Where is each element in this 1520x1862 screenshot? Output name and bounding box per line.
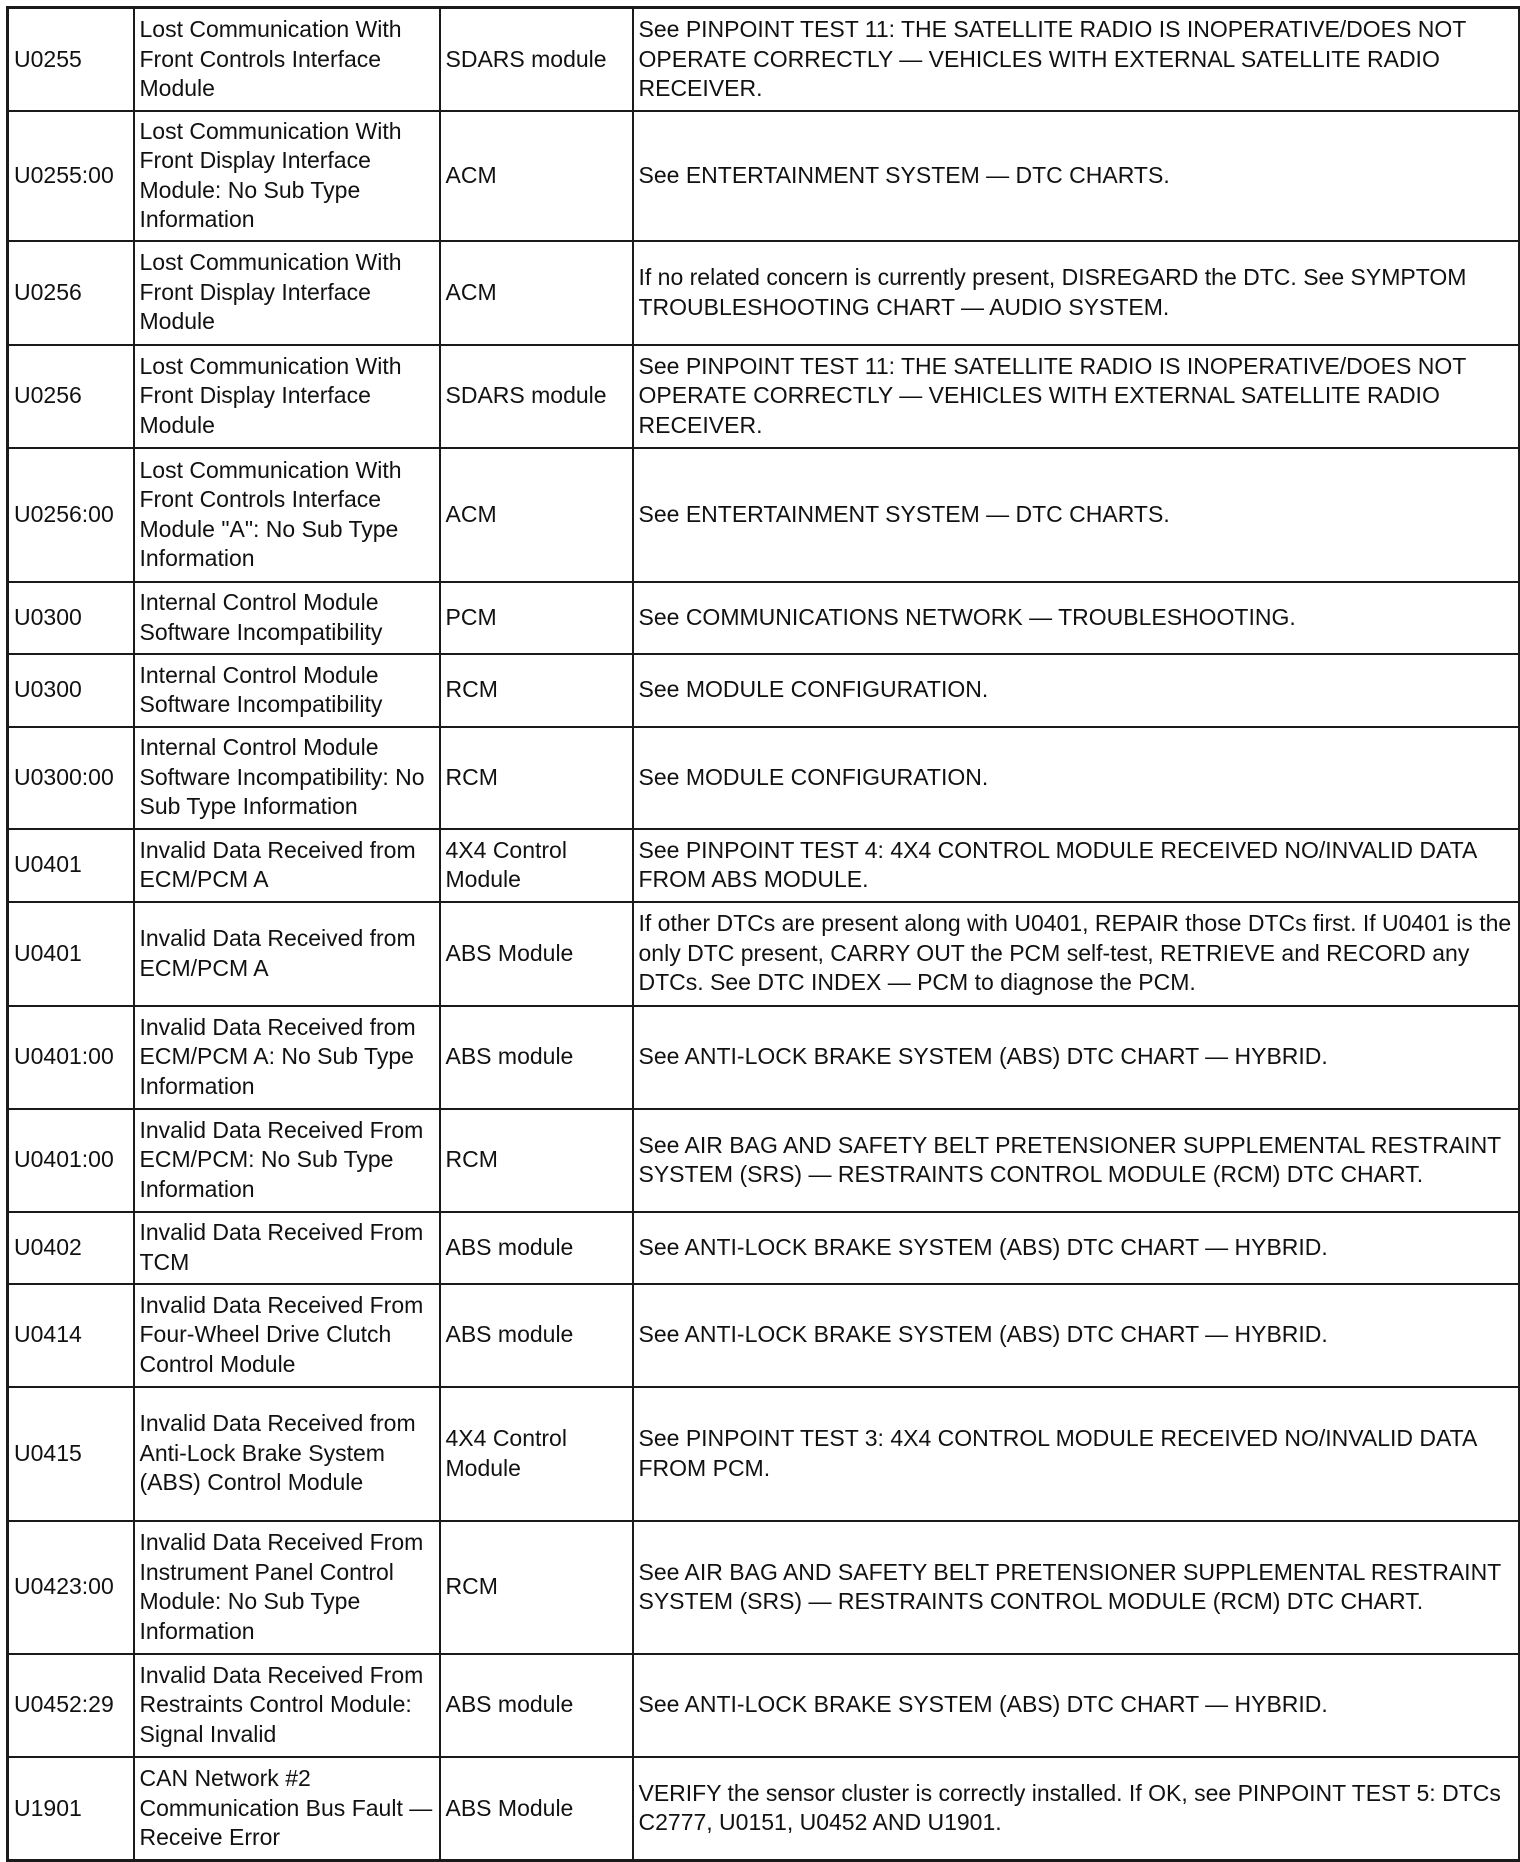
dtc-action: If no related concern is currently present, DISREGARD the DTC. See SYMPTOM TROUBLESHOOTING CHART — AUDIO SYSTEM.: [633, 241, 1520, 345]
table-row: [8, 1006, 1520, 1109]
dtc-source-module: RCM: [440, 1521, 633, 1654]
dtc-source-module: ACM: [440, 241, 633, 345]
dtc-code: U1901: [8, 1757, 134, 1861]
dtc-code: U0256:00: [8, 448, 134, 582]
dtc-source-module: SDARS module: [440, 345, 633, 448]
dtc-code: U0255: [8, 8, 134, 111]
dtc-description: Invalid Data Received from Anti-Lock Brake System (ABS) Control Module: [134, 1387, 440, 1521]
dtc-source-module: ABS Module: [440, 902, 633, 1006]
dtc-action: See PINPOINT TEST 3: 4X4 CONTROL MODULE RECEIVED NO/INVALID DATA FROM PCM.: [633, 1387, 1520, 1521]
dtc-code: U0401: [8, 829, 134, 902]
table-row: [8, 654, 1520, 727]
dtc-source-module: ACM: [440, 111, 633, 241]
dtc-source-module: ABS module: [440, 1212, 633, 1284]
dtc-table: [6, 6, 1520, 1862]
dtc-description: Invalid Data Received from ECM/PCM A: No Sub Type Information: [134, 1006, 440, 1109]
dtc-source-module: PCM: [440, 582, 633, 654]
dtc-description: Invalid Data Received From Restraints Control Module: Signal Invalid: [134, 1654, 440, 1757]
dtc-action: See PINPOINT TEST 11: THE SATELLITE RADIO IS INOPERATIVE/DOES NOT OPERATE CORRECTLY — VEHICLES WITH EXTERNAL SATELLITE RADIO RECEIVER.: [633, 8, 1520, 111]
dtc-description: Invalid Data Received from ECM/PCM A: [134, 902, 440, 1006]
table-row: [8, 829, 1520, 902]
dtc-source-module: 4X4 Control Module: [440, 1387, 633, 1521]
dtc-source-module: RCM: [440, 654, 633, 727]
dtc-description: Invalid Data Received From Four-Wheel Drive Clutch Control Module: [134, 1284, 440, 1387]
dtc-description: Internal Control Module Software Incompatibility: [134, 582, 440, 654]
dtc-code: U0414: [8, 1284, 134, 1387]
dtc-source-module: SDARS module: [440, 8, 633, 111]
dtc-source-module: ABS module: [440, 1006, 633, 1109]
dtc-action: If other DTCs are present along with U0401, REPAIR those DTCs first. If U0401 is the only DTC present, CARRY OUT the PCM self-test, RETRIEVE and RECORD any DTCs. See DTC INDEX — PCM to diagnose the PCM.: [633, 902, 1520, 1006]
dtc-description: Invalid Data Received from ECM/PCM A: [134, 829, 440, 902]
dtc-action: See COMMUNICATIONS NETWORK — TROUBLESHOOTING.: [633, 582, 1520, 654]
dtc-code: U0401: [8, 902, 134, 1006]
dtc-description: Invalid Data Received From ECM/PCM: No Sub Type Information: [134, 1109, 440, 1212]
dtc-code: U0402: [8, 1212, 134, 1284]
dtc-description: Internal Control Module Software Incompatibility: No Sub Type Information: [134, 727, 440, 829]
dtc-code: U0256: [8, 241, 134, 345]
dtc-description: Internal Control Module Software Incompatibility: [134, 654, 440, 727]
dtc-code: U0401:00: [8, 1109, 134, 1212]
table-row: [8, 345, 1520, 448]
table-row: [8, 8, 1520, 111]
table-row: [8, 1757, 1520, 1861]
dtc-source-module: ABS module: [440, 1654, 633, 1757]
dtc-code: U0300: [8, 654, 134, 727]
dtc-source-module: RCM: [440, 727, 633, 829]
dtc-code: U0256: [8, 345, 134, 448]
dtc-code: U0300: [8, 582, 134, 654]
table-row: [8, 111, 1520, 241]
table-row: [8, 902, 1520, 1006]
dtc-description: CAN Network #2 Communication Bus Fault — Receive Error: [134, 1757, 440, 1861]
dtc-action: See AIR BAG AND SAFETY BELT PRETENSIONER SUPPLEMENTAL RESTRAINT SYSTEM (SRS) — RESTRAINTS CONTROL MODULE (RCM) DTC CHART.: [633, 1521, 1520, 1654]
table-row: [8, 1387, 1520, 1521]
table-row: [8, 1654, 1520, 1757]
dtc-description: Lost Communication With Front Controls Interface Module: [134, 8, 440, 111]
table-row: [8, 1521, 1520, 1654]
dtc-action: See AIR BAG AND SAFETY BELT PRETENSIONER SUPPLEMENTAL RESTRAINT SYSTEM (SRS) — RESTRAINTS CONTROL MODULE (RCM) DTC CHART.: [633, 1109, 1520, 1212]
dtc-description: Lost Communication With Front Display Interface Module: [134, 241, 440, 345]
dtc-action: See ANTI-LOCK BRAKE SYSTEM (ABS) DTC CHART — HYBRID.: [633, 1284, 1520, 1387]
dtc-source-module: RCM: [440, 1109, 633, 1212]
dtc-action: See MODULE CONFIGURATION.: [633, 654, 1520, 727]
dtc-source-module: ACM: [440, 448, 633, 582]
table-row: [8, 241, 1520, 345]
table-row: [8, 727, 1520, 829]
dtc-description: Lost Communication With Front Controls Interface Module "A": No Sub Type Information: [134, 448, 440, 582]
dtc-source-module: 4X4 Control Module: [440, 829, 633, 902]
dtc-action: See PINPOINT TEST 11: THE SATELLITE RADIO IS INOPERATIVE/DOES NOT OPERATE CORRECTLY — VEHICLES WITH EXTERNAL SATELLITE RADIO RECEIVER.: [633, 345, 1520, 448]
table-row: [8, 1212, 1520, 1284]
dtc-source-module: ABS module: [440, 1284, 633, 1387]
dtc-action: See ANTI-LOCK BRAKE SYSTEM (ABS) DTC CHART — HYBRID.: [633, 1212, 1520, 1284]
dtc-action: VERIFY the sensor cluster is correctly installed. If OK, see PINPOINT TEST 5: DTCs C2777, U0151, U0452 AND U1901.: [633, 1757, 1520, 1861]
dtc-code: U0401:00: [8, 1006, 134, 1109]
dtc-description: Lost Communication With Front Display Interface Module: No Sub Type Information: [134, 111, 440, 241]
dtc-code: U0255:00: [8, 111, 134, 241]
dtc-action: See ENTERTAINMENT SYSTEM — DTC CHARTS.: [633, 448, 1520, 582]
dtc-code: U0452:29: [8, 1654, 134, 1757]
dtc-action: See ENTERTAINMENT SYSTEM — DTC CHARTS.: [633, 111, 1520, 241]
table-row: [8, 1284, 1520, 1387]
table-row: [8, 582, 1520, 654]
dtc-source-module: ABS Module: [440, 1757, 633, 1861]
dtc-action: See ANTI-LOCK BRAKE SYSTEM (ABS) DTC CHART — HYBRID.: [633, 1654, 1520, 1757]
table-row: [8, 448, 1520, 582]
dtc-action: See MODULE CONFIGURATION.: [633, 727, 1520, 829]
dtc-code: U0300:00: [8, 727, 134, 829]
dtc-code: U0423:00: [8, 1521, 134, 1654]
dtc-action: See ANTI-LOCK BRAKE SYSTEM (ABS) DTC CHART — HYBRID.: [633, 1006, 1520, 1109]
dtc-action: See PINPOINT TEST 4: 4X4 CONTROL MODULE RECEIVED NO/INVALID DATA FROM ABS MODULE.: [633, 829, 1520, 902]
table-row: [8, 1109, 1520, 1212]
dtc-code: U0415: [8, 1387, 134, 1521]
dtc-description: Lost Communication With Front Display Interface Module: [134, 345, 440, 448]
dtc-description: Invalid Data Received From TCM: [134, 1212, 440, 1284]
dtc-description: Invalid Data Received From Instrument Panel Control Module: No Sub Type Information: [134, 1521, 440, 1654]
